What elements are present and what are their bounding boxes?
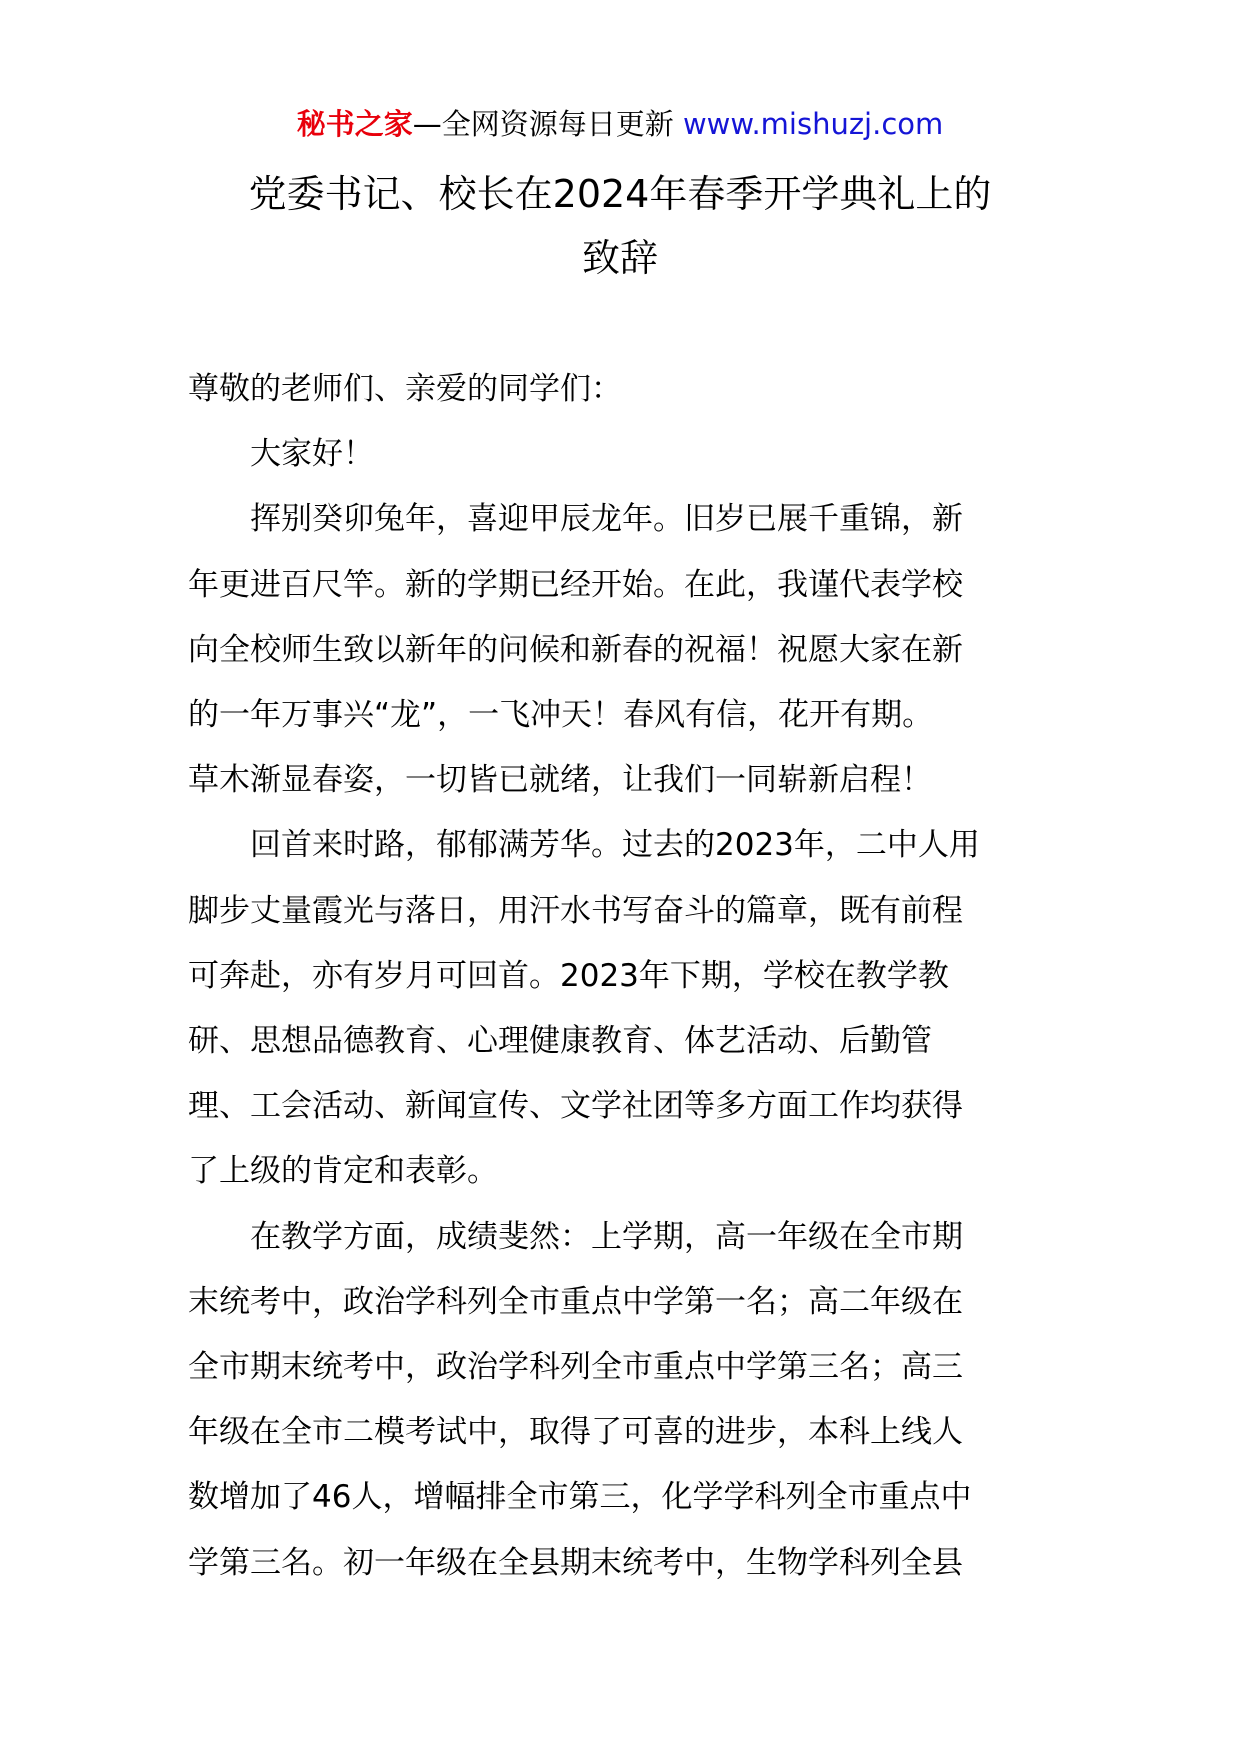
text-line: 草木渐显春姿，一切皆已就绪，让我们一同崭新启程！ — [188, 762, 932, 799]
text-line: 了上级的肯定和表彰。 — [188, 1153, 498, 1190]
text-line: 数增加了46人，增幅排全市第三，化学学科列全市重点中 — [188, 1479, 972, 1516]
brand-name: 秘书之家 — [296, 107, 413, 141]
text-line: 学第三名。初一年级在全县期末统考中，生物学科列全县 — [188, 1544, 963, 1581]
salutation: 尊敬的老师们、亲爱的同学们： — [188, 371, 622, 407]
paragraph-greeting — [188, 422, 1058, 487]
text-line: 的一年万事兴“龙”，一飞冲天！春风有信，花开有期。 — [188, 697, 934, 734]
text-line: 年更进百尺竿。新的学期已经开始。在此，我谨代表学校 — [188, 566, 963, 603]
text-line: 在教学方面，成绩斐然：上学期，高一年级在全市期 — [250, 1218, 963, 1255]
text-line: 大家好！ — [250, 436, 374, 473]
title-line-2: 致辞 — [581, 236, 658, 280]
site-slogan: —全网资源每日更新 — [412, 107, 683, 141]
text-line: 向全校师生致以新年的问候和新春的祝福！祝愿大家在新 — [188, 631, 963, 668]
text-line: 末统考中，政治学科列全市重点中学第一名；高二年级在 — [188, 1283, 963, 1320]
text-line: 可奔赴，亦有岁月可回首。2023年下期，学校在教学教 — [188, 957, 949, 994]
text-line: 挥别癸卯兔年，喜迎甲辰龙年。旧岁已展千重锦，新 — [250, 501, 963, 538]
paragraph-review — [188, 813, 1058, 1204]
text-line: 年级在全市二模考试中，取得了可喜的进步，本科上线人 — [188, 1414, 963, 1451]
text-line: 全市期末统考中，政治学科列全市重点中学第三名；高三 — [188, 1349, 963, 1386]
site-header — [0, 104, 1240, 144]
paragraph-new-year — [188, 487, 1058, 813]
paragraph-teaching — [188, 1205, 1058, 1596]
document-title — [180, 162, 1060, 290]
text-line: 理、工会活动、新闻宣传、文学社团等多方面工作均获得 — [188, 1088, 963, 1125]
text-line: 脚步丈量霞光与落日，用汗水书写奋斗的篇章，既有前程 — [188, 892, 963, 929]
text-line: 回首来时路，郁郁满芳华。过去的2023年，二中人用 — [250, 827, 980, 864]
document-body — [188, 357, 1058, 1596]
site-url-link[interactable]: www.mishuzj.com — [682, 107, 944, 141]
text-line: 研、思想品德教育、心理健康教育、体艺活动、后勤管 — [188, 1023, 932, 1060]
title-line-1: 党委书记、校长在2024年春季开学典礼上的 — [248, 172, 992, 216]
